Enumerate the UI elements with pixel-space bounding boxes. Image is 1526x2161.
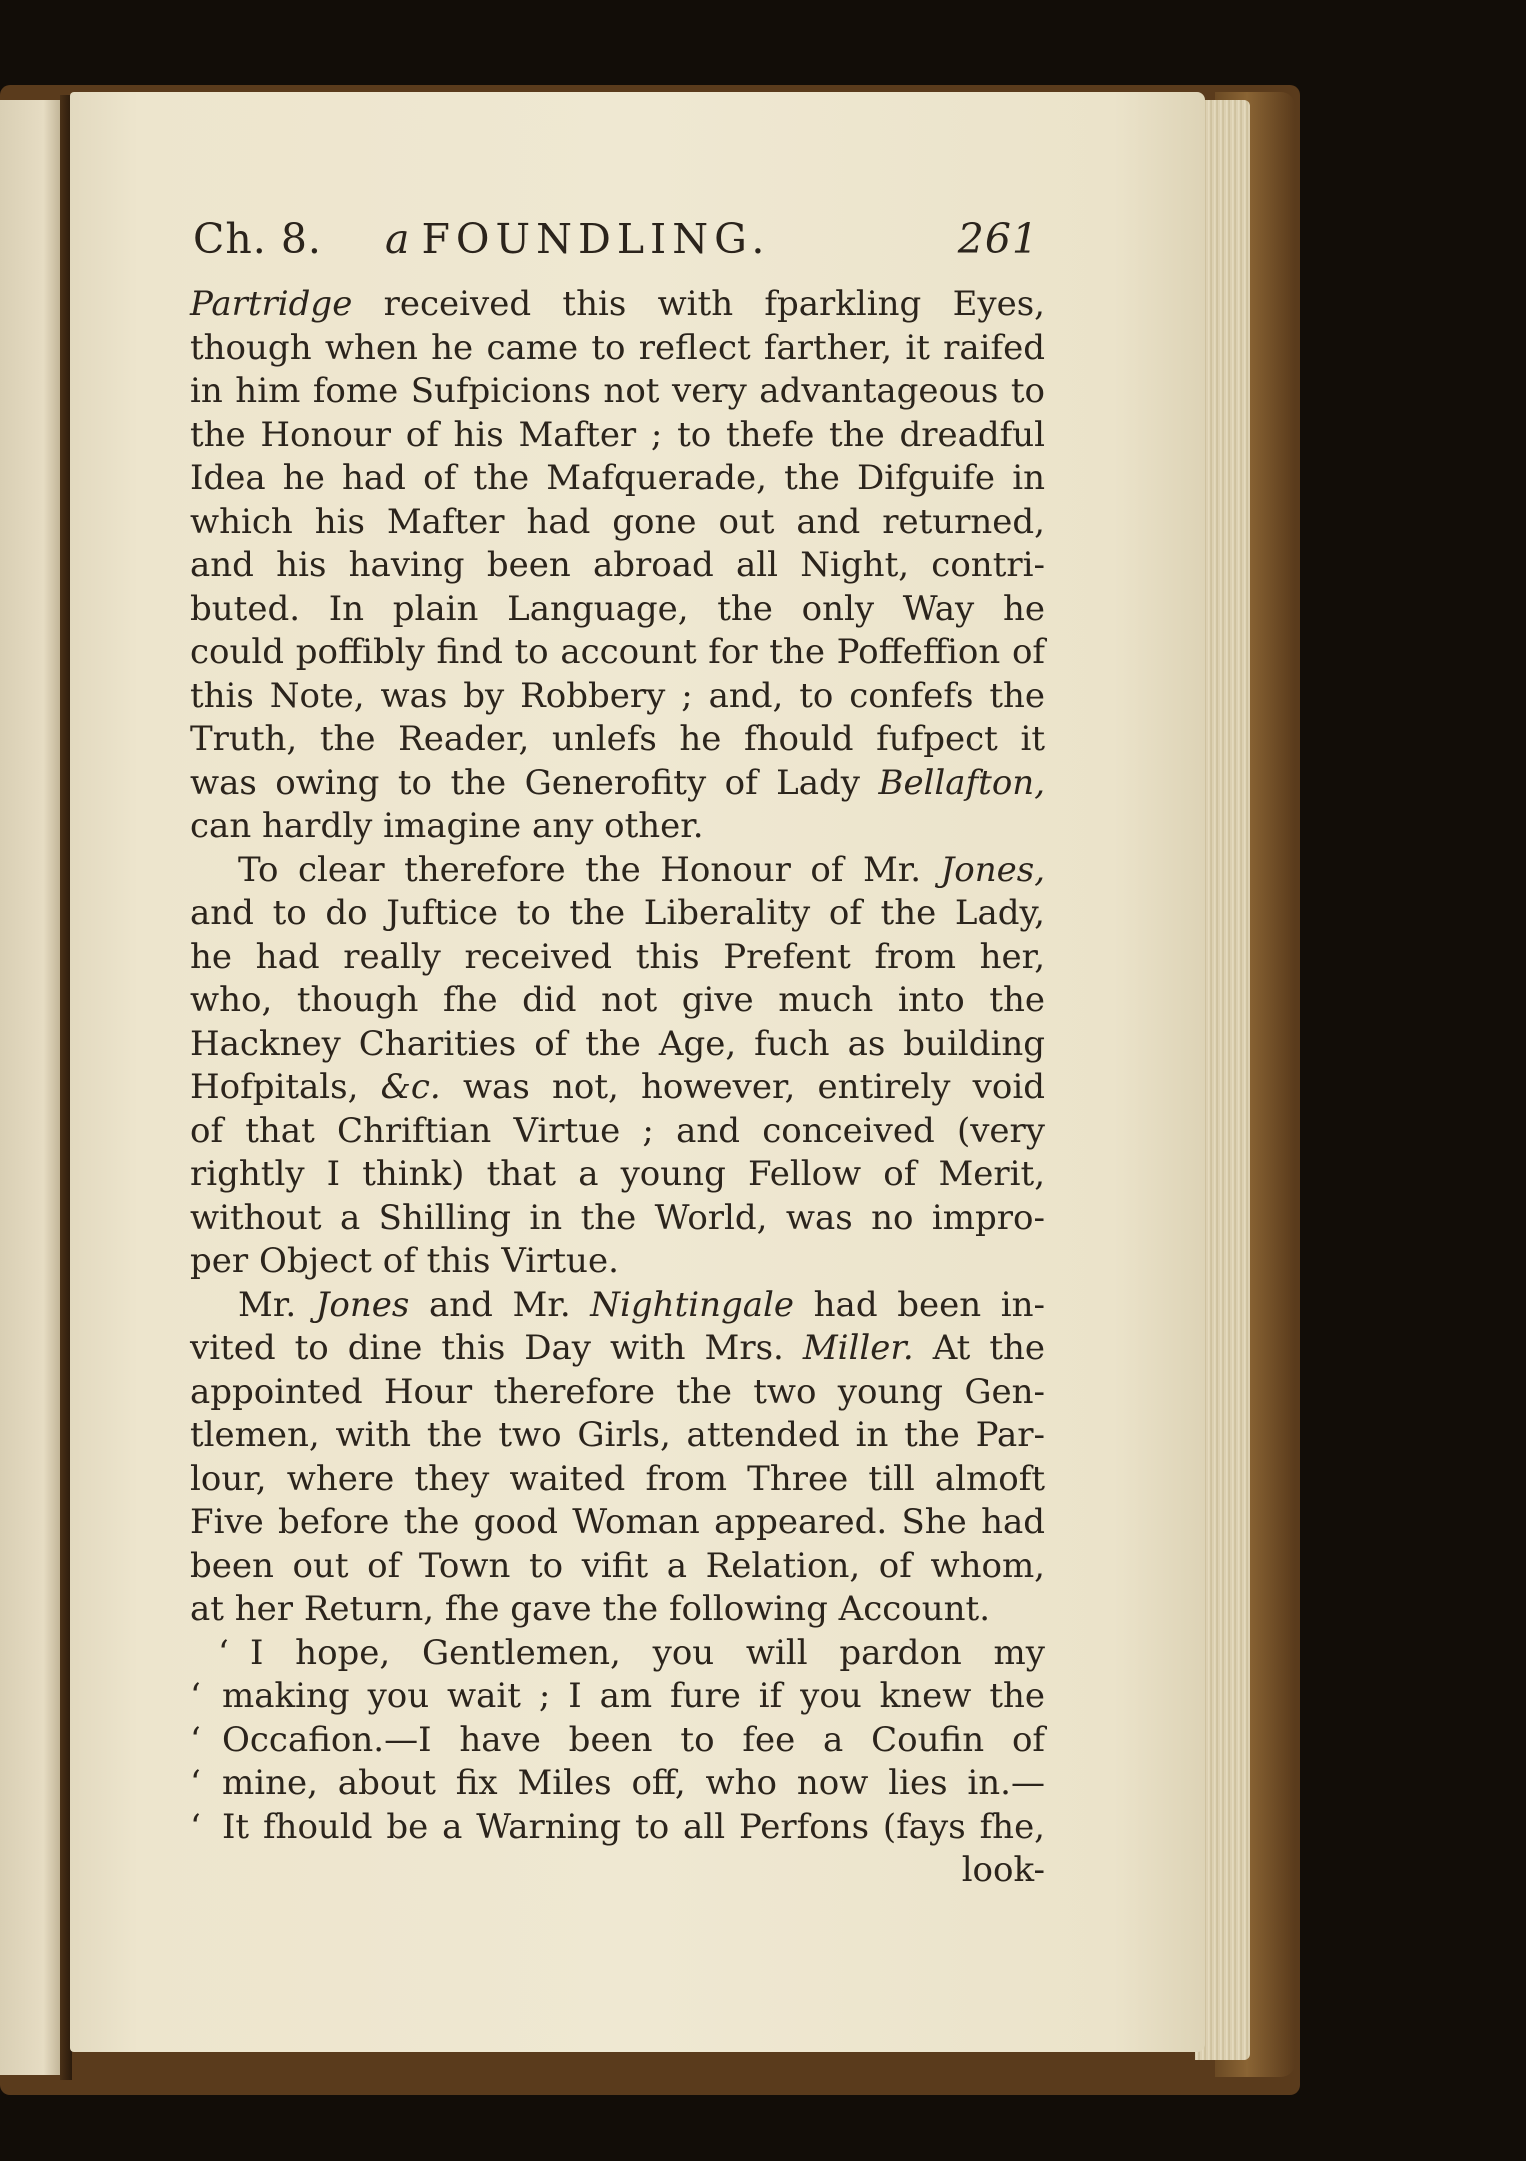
name-bellaston: Bellafton, <box>878 762 1045 803</box>
text-line <box>190 849 1045 893</box>
text-line: Truth, the Reader, unlefs he fhould fufpect it <box>190 719 1045 759</box>
text-line: been out of Town to vifit a Relation, of whom, <box>190 1545 1045 1586</box>
page-number: 261 <box>957 215 1039 263</box>
line-text: was not, however, entirely void <box>440 1067 1045 1107</box>
text-line: and to do Juftice to the Liberality of the Lady, <box>190 893 1045 933</box>
line-text: and Mr. <box>409 1284 591 1325</box>
line-text: vited to dine this Day with Mrs. <box>190 1328 803 1368</box>
paragraph-2 <box>190 849 1045 1284</box>
line-text: was owing to the Generofity of Lady <box>190 762 879 803</box>
quoted-line <box>190 1806 1045 1850</box>
quote-mark: ‘ <box>190 1676 201 1716</box>
text-line: at her Return, fhe gave the following Account. <box>190 1589 991 1629</box>
text-line: buted. In plain Language, the only Way he <box>190 588 1045 629</box>
etc-abbreviation: &c. <box>380 1067 441 1107</box>
line-text: mine, about fix Miles off, who now lies in.— <box>222 1763 1045 1803</box>
line-text: To clear therefore the Honour of Mr. <box>238 849 941 890</box>
quote-mark: ‘ <box>190 1763 201 1803</box>
line-text: Occafion.—I have been to fee a Coufin of <box>222 1719 1045 1760</box>
text-line: of that Chriftian Virtue ; and conceived (very <box>190 1110 1045 1151</box>
facing-page-edge <box>0 100 62 2075</box>
opening-quote-mark: ‘ <box>218 1632 229 1673</box>
name-nightingale: Nightingale <box>590 1284 795 1325</box>
text-line: Idea he had of the Mafquerade, the Difguife in <box>190 458 1045 498</box>
line-text: I hope, Gentlemen, you will pardon my <box>250 1632 1045 1673</box>
quote-mark: ‘ <box>190 1806 201 1847</box>
paragraph-3 <box>190 1284 1045 1632</box>
text-line <box>190 1066 1045 1110</box>
name-partridge: Partridge <box>190 284 353 324</box>
text-line: in him fome Sufpicions not very advantageous to <box>190 371 1045 411</box>
text-line: without a Shilling in the World, was no impro- <box>190 1197 1045 1238</box>
line-text: Mr. <box>238 1284 316 1325</box>
text-line: and his having been abroad all Night, contri- <box>190 545 1045 585</box>
text-line: the Honour of his Mafter ; to thefe the dreadful <box>190 414 1045 455</box>
text-line: this Note, was by Robbery ; and, to confefs the <box>190 675 1045 716</box>
quoted-line <box>190 1719 1045 1763</box>
text-line <box>190 283 1045 327</box>
text-line <box>190 762 1045 806</box>
text-line: he had really received this Prefent from her, <box>190 936 1045 977</box>
text-line <box>190 1284 1045 1328</box>
name-miller: Miller. <box>802 1328 914 1368</box>
text-line: which his Mafter had gone out and returned, <box>190 501 1045 542</box>
text-line: Five before the good Woman appeared. She had <box>190 1502 1045 1542</box>
text-line: tlemen, with the two Girls, attended in the Par- <box>190 1415 1045 1455</box>
quote-mark: ‘ <box>190 1719 201 1760</box>
text-line: could poffibly find to account for the Poffeffion of <box>190 632 1045 672</box>
running-title-article: a <box>385 215 410 263</box>
name-jones: Jones, <box>940 849 1045 890</box>
quoted-line <box>190 1762 1045 1806</box>
paragraph-4-quotation <box>190 1632 1045 1850</box>
line-text: making you wait ; I am fure if you knew the <box>222 1676 1045 1716</box>
paragraph-1 <box>190 283 1045 849</box>
catchword: look- <box>961 1850 1045 1890</box>
line-text: Hofpitals, <box>190 1067 381 1107</box>
quoted-line <box>190 1632 1045 1676</box>
text-line: Hackney Charities of the Age, fuch as building <box>190 1023 1045 1064</box>
text-line: lour, where they waited from Three till almoft <box>190 1458 1045 1499</box>
line-text: It fhould be a Warning to all Perfons (fays fhe, <box>222 1806 1045 1847</box>
text-line <box>190 1327 1045 1371</box>
quoted-line <box>190 1675 1045 1719</box>
running-title-text: FOUNDLING. <box>421 215 771 263</box>
text-line: who, though fhe did not give much into the <box>190 980 1045 1020</box>
text-line: though when he came to reflect farther, it raifed <box>190 327 1045 368</box>
name-jones: Jones <box>315 1284 410 1325</box>
line-text: At the <box>913 1328 1045 1368</box>
text-line: appointed Hour therefore the two young Gen- <box>190 1371 1045 1412</box>
running-header <box>190 215 1045 283</box>
text-line: rightly I think) that a young Fellow of Merit, <box>190 1154 1045 1194</box>
running-title <box>385 215 770 263</box>
text-line: per Object of this Virtue. <box>190 1241 619 1281</box>
chapter-label: Ch. 8. <box>193 215 322 263</box>
line-text: had been in- <box>794 1284 1045 1325</box>
line-text: received this with fparkling Eyes, <box>352 284 1045 324</box>
page-text-block <box>190 215 1045 1893</box>
text-line: can hardly imagine any other. <box>190 806 704 846</box>
